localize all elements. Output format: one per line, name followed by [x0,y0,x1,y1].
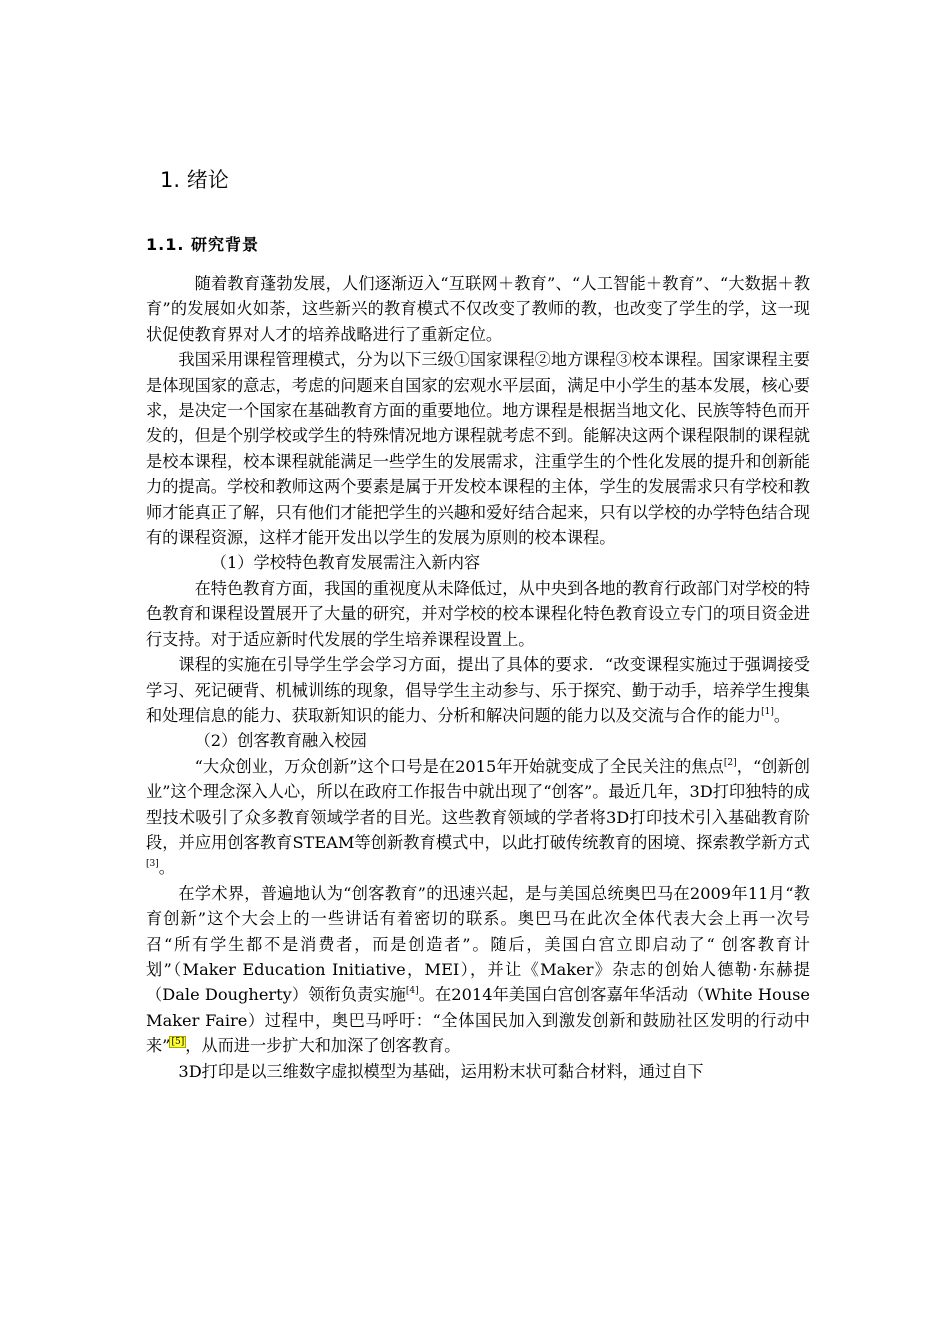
paragraph-5 [146,754,810,881]
section-heading: 1.1. 研究背景 [146,235,259,254]
paragraph-6 [146,881,810,1059]
citation-4[interactable]: [4] [405,986,419,997]
subheading-2: （2）创客教育融入校园 [194,731,367,751]
paragraph-3: 在特色教育方面，我国的重视度从未降低过，从中央到各地的教育行政部门对学校的特色教育和课程设置展开了大量的研究，并对学校的校本课程化特色教育设立专门的项目资金进行支持。对于适应新时代发展的学生培养课程设置上。 [146,578,810,649]
citation-1[interactable]: [1] [761,706,774,717]
paragraph-6-text-a: 在学术界，普遍地认为“创客教育”的迅速兴起，是与美国总统奥巴马在2009年11月“教育创新”这个大会上的一些讲话有着密切的联系。奥巴马在此次全体代表大会上再一次号召“所有学生都不是消费者，而是创造者”。随后，美国白宫立即启动了“ 创客教育计划”（Maker Education Initiative，MEI），并让《Maker》杂志的创始人德勒·东赫提（Dale Dougherty）领衔负责实施 [146,883,810,1005]
subheading-1: （1）学校特色教育发展需注入新内容 [210,553,481,573]
paragraph-7: 3D打印是以三维数字虚拟模型为基础，运用粉末状可黏合材料，通过自下 [178,1061,704,1081]
paragraph-6-text-b: 。在2014年美国白宫创客嘉年华活动（White House Maker Faire）过程中，奥巴马呼吁：“全体国民加入到激发创新和鼓励社区发明的行动中来” [146,985,811,1056]
paragraph-4 [146,652,810,728]
paragraph-2: 我国采用课程管理模式，分为以下三级①国家课程②地方课程③校本课程。国家课程主要是体现国家的意志，考虑的问题来自国家的宏观水平层面，满足中小学生的基本发展，核心要求，是决定一个国家在基础教育方面的重要地位。地方课程是根据当地文化、民族等特色而开发的，但是个别学校或学生的特殊情况地方课程就考虑不到。能解决这两个课程限制的课程就是校本课程，校本课程就能满足一些学生的发展需求，注重学生的个性化发展的提升和创新能力的提高。学校和教师这两个要素是属于开发校本课程的主体，学生的发展需求只有学校和教师才能真正了解，只有他们才能把学生的兴趣和爱好结合起来，只有以学校的办学特色结合现有的课程资源，这样才能开发出以学生的发展为原则的校本课程。 [146,350,810,548]
chapter-heading: 1. 绪论 [160,168,229,192]
paragraph-5-end: 。 [158,858,175,878]
citation-5-highlighted[interactable]: [5] [171,1037,185,1048]
paragraph-5-text-a: “大众创业，万众创新”这个口号是在2015年开始就变成了全民关注的焦点 [194,756,724,776]
paragraph-5-text-b: ，“创新创业”这个理念深入人心，所以在政府工作报告中就出现了“创客”。最近几年，3D打印独特的成型技术吸引了众多教育领域学者的目光。这些教育领域的学者将3D打印技术引入基础教育阶段，并应用创客教育STEAM等创新教育模式中，以此打破传统教育的困境、探索教学新方式 [146,756,810,852]
paragraph-6-end: ，从而进一步扩大和加深了创客教育。 [185,1036,461,1056]
citation-2[interactable]: [2] [723,757,737,768]
paragraph-4-end: 。 [773,705,791,725]
paragraph-4-text: 课程的实施在引导学生学会学习方面，提出了具体的要求．“改变课程实施过于强调接受学习、死记硬背、机械训练的现象，倡导学生主动参与、乐于探究、勤于动手，培养学生搜集和处理信息的能力、获取新知识的能力、分析和解决问题的能力以及交流与合作的能力 [146,655,810,725]
citation-3[interactable]: [3] [146,859,159,870]
paragraph-1: 随着教育蓬勃发展，人们逐渐迈入“互联网＋教育”、“人工智能＋教育”、“大数据＋教育”的发展如火如荼，这些新兴的教育模式不仅改变了教师的教，也改变了学生的学，这一现状促使教育界对人才的培养战略进行了重新定位。 [146,274,811,344]
body-text [146,271,810,1084]
